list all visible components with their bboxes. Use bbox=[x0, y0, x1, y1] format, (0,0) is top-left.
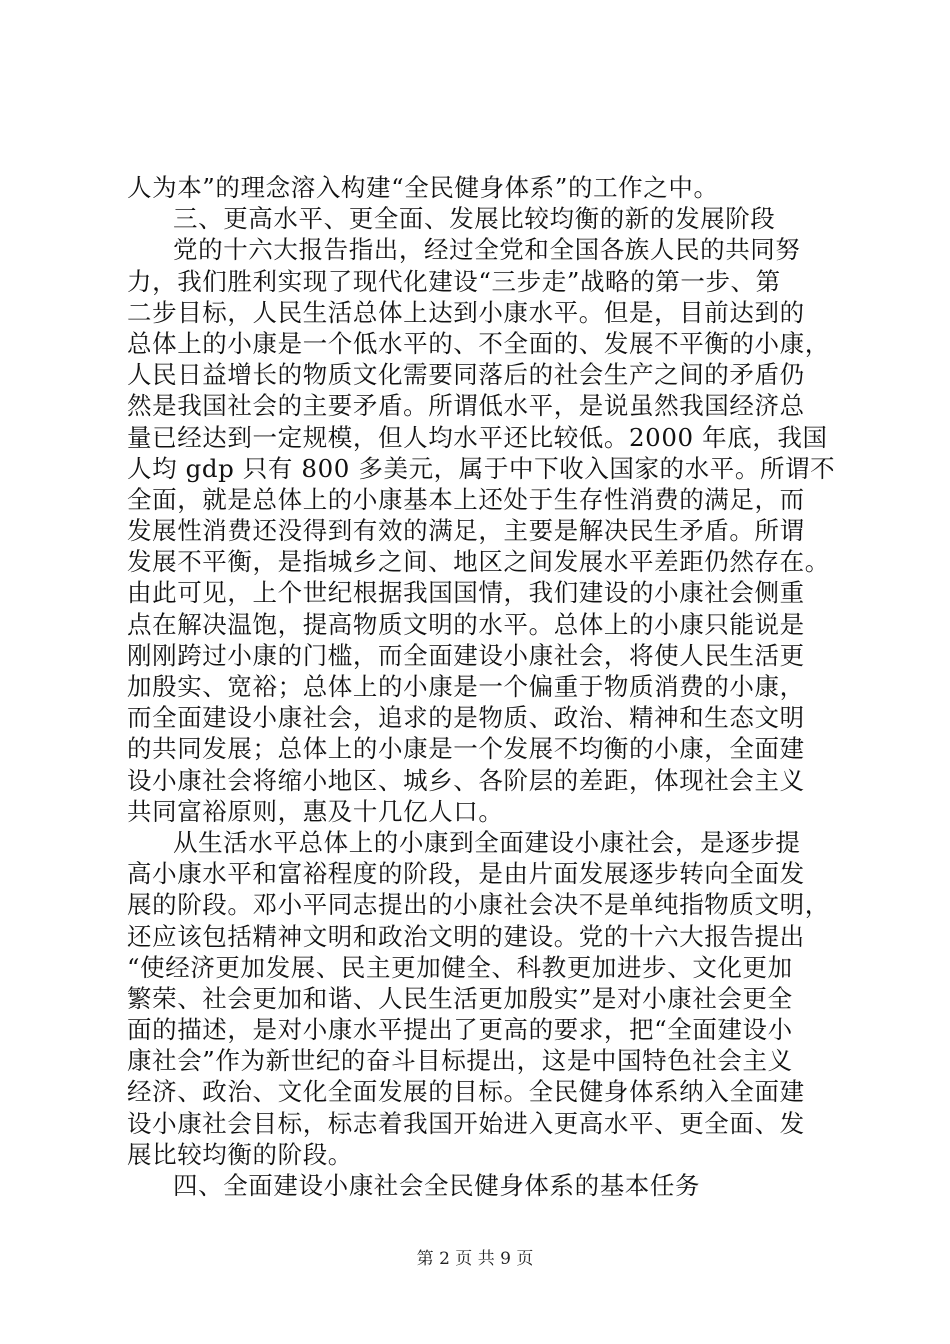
paragraph bbox=[127, 827, 829, 1170]
text-line: 人为本”的理念溶入构建“全民健身体系”的工作之中。 bbox=[127, 173, 719, 202]
text-line: 人均 gdp 只有 800 多美元，属于中下收入国家的水平。所谓不 bbox=[127, 453, 836, 483]
paragraph bbox=[127, 234, 836, 827]
text-line: 全面，就是总体上的小康基本上还处于生存性消费的满足，而 bbox=[127, 484, 805, 514]
text-line: 量已经达到一定规模，但人均水平还比较低。2000 年底，我国 bbox=[127, 422, 828, 452]
text-line: 然是我国社会的主要矛盾。所谓低水平，是说虽然我国经济总 bbox=[127, 391, 805, 421]
page-footer: 第 2 页 共 9 页 bbox=[416, 1249, 534, 1269]
text-line: 点在解决温饱，提高物质文明的水平。总体上的小康只能说是 bbox=[127, 609, 805, 639]
text-line: 发展不平衡，是指城乡之间、地区之间发展水平差距仍然存在。 bbox=[127, 547, 830, 577]
text-line: 二步目标，人民生活总体上达到小康水平。但是，目前达到的 bbox=[127, 297, 805, 327]
text-line: “使经济更加发展、民主更加健全、科教更加进步、文化更加 bbox=[127, 952, 793, 982]
paragraph bbox=[127, 172, 829, 203]
text-line: 高小康水平和富裕程度的阶段，是由片面发展逐步转向全面发 bbox=[127, 859, 805, 889]
text-line: 康社会”作为新世纪的奋斗目标提出，这是中国特色社会主义 bbox=[127, 1046, 793, 1076]
text-line: 还应该包括精神文明和政治文明的建设。党的十六大报告提出 bbox=[127, 921, 805, 951]
paragraph bbox=[127, 203, 829, 234]
text-line: 四、全面建设小康社会全民健身体系的基本任务 bbox=[173, 1171, 701, 1200]
text-line: 共同富裕原则，惠及十几亿人口。 bbox=[127, 796, 504, 826]
text-line: 总体上的小康是一个低水平的、不全面的、发展不平衡的小康， bbox=[127, 328, 830, 358]
text-line: 设小康社会将缩小地区、城乡、各阶层的差距，体现社会主义 bbox=[127, 765, 805, 795]
text-line: 刚刚跨过小康的门槛，而全面建设小康社会，将使人民生活更 bbox=[127, 640, 805, 670]
text-line: 繁荣、社会更加和谐、人民生活更加殷实”是对小康社会更全 bbox=[127, 983, 793, 1013]
text-line: 展比较均衡的阶段。 bbox=[127, 1139, 353, 1169]
text-line: 发展性消费还没得到有效的满足，主要是解决民生矛盾。所谓 bbox=[127, 516, 805, 546]
text-line: 从生活水平总体上的小康到全面建设小康社会，是逐步提 bbox=[173, 827, 801, 857]
text-line: 而全面建设小康社会，追求的是物质、政治、精神和生态文明 bbox=[127, 703, 805, 733]
text-line: 三、更高水平、更全面、发展比较均衡的新的发展阶段 bbox=[173, 204, 776, 234]
text-line: 面的描述，是对小康水平提出了更高的要求，把“全面建设小 bbox=[127, 1015, 793, 1045]
text-line: 由此可见，上个世纪根据我国国情，我们建设的小康社会侧重 bbox=[127, 578, 805, 608]
text-line: 设小康社会目标，标志着我国开始进入更高水平、更全面、发 bbox=[127, 1108, 805, 1138]
text-line: 加殷实、宽裕；总体上的小康是一个偏重于物质消费的小康， bbox=[127, 672, 805, 701]
text-line: 的共同发展；总体上的小康是一个发展不均衡的小康，全面建 bbox=[127, 734, 805, 764]
text-line: 力，我们胜利实现了现代化建设“三步走”战略的第一步、第 bbox=[127, 266, 781, 296]
text-line: 党的十六大报告指出，经过全党和全国各族人民的共同努 bbox=[173, 235, 801, 265]
text-line: 经济、政治、文化全面发展的目标。全民健身体系纳入全面建 bbox=[127, 1077, 805, 1107]
text-line: 展的阶段。邓小平同志提出的小康社会决不是单纯指物质文明， bbox=[127, 890, 830, 920]
text-line: 人民日益增长的物质文化需要同落后的社会生产之间的矛盾仍 bbox=[127, 360, 805, 390]
paragraph bbox=[127, 1170, 829, 1201]
document-body bbox=[127, 172, 836, 1201]
